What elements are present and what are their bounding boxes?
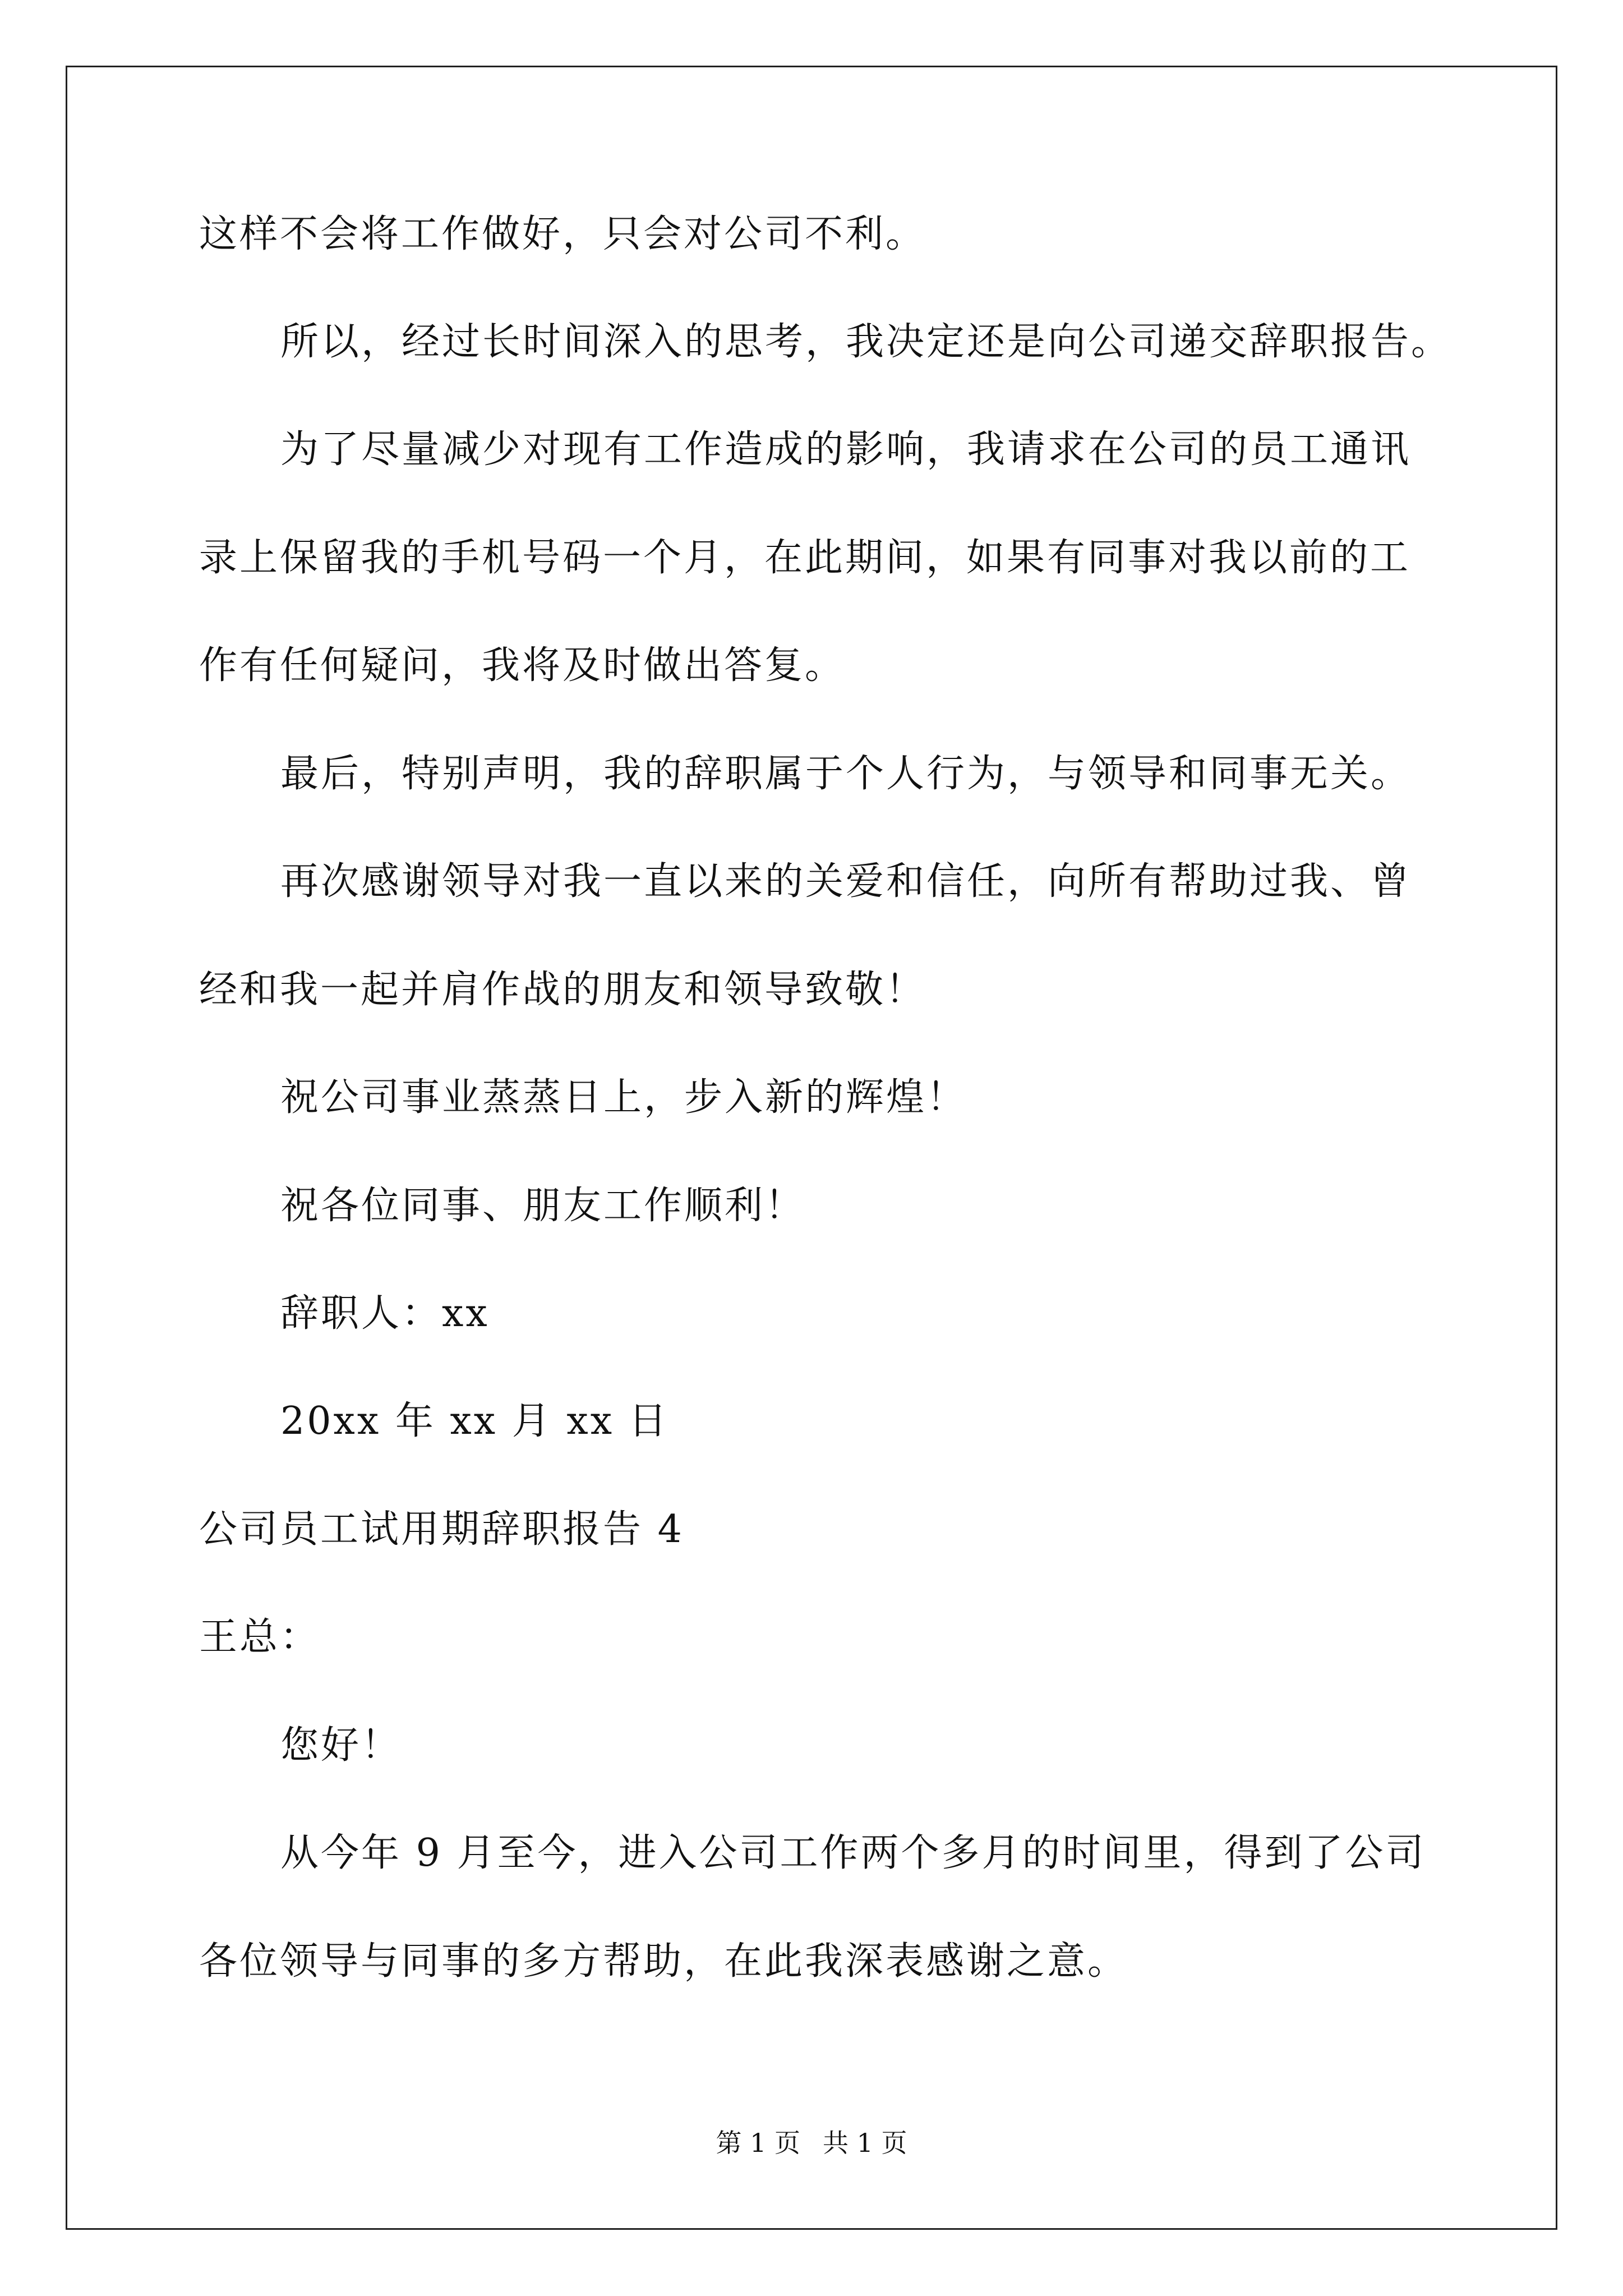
text-line-6: 最后，特别声明，我的辞职属于个人行为，与领导和同事无关。 [280,752,1412,796]
page-total: 共 1 页 [823,2128,907,2158]
text-line-8: 经和我一起并肩作战的朋友和领导致敬！ [199,968,926,1012]
text-line-10: 祝各位同事、朋友工作顺利！ [280,1184,806,1228]
page-border [66,66,1557,2230]
date-line: 20xx 年 xx 月 xx 日 [280,1399,669,1443]
text-line-9: 祝公司事业蒸蒸日上，步入新的辉煌！ [280,1075,967,1120]
signature-line: 辞职人：xx [280,1291,490,1336]
text-line-5: 作有任何疑问，我将及时做出答复。 [199,643,846,688]
page-footer [0,2127,1623,2159]
section-heading: 公司员工试用期辞职报告 4 [199,1507,684,1552]
text-line-16: 从今年 9 月至今，进入公司工作两个多月的时间里，得到了公司 [280,1831,1426,1875]
page-number: 第 1 页 [716,2128,800,2158]
text-line-7: 再次感谢领导对我一直以来的关爱和信任，向所有帮助过我、曾 [280,859,1412,904]
text-line-3: 为了尽量减少对现有工作造成的影响，我请求在公司的员工通讯 [280,427,1412,472]
greeting: 您好！ [280,1723,402,1768]
salutation: 王总： [199,1615,321,1659]
text-line-17: 各位领导与同事的多方帮助，在此我深表感谢之意。 [199,1939,1128,1984]
text-line-1: 这样不会将工作做好，只会对公司不利。 [199,212,926,256]
text-line-4: 录上保留我的手机号码一个月，在此期间，如果有同事对我以前的工 [199,536,1411,580]
text-line-2: 所以，经过长时间深入的思考，我决定还是向公司递交辞职报告。 [280,320,1452,364]
